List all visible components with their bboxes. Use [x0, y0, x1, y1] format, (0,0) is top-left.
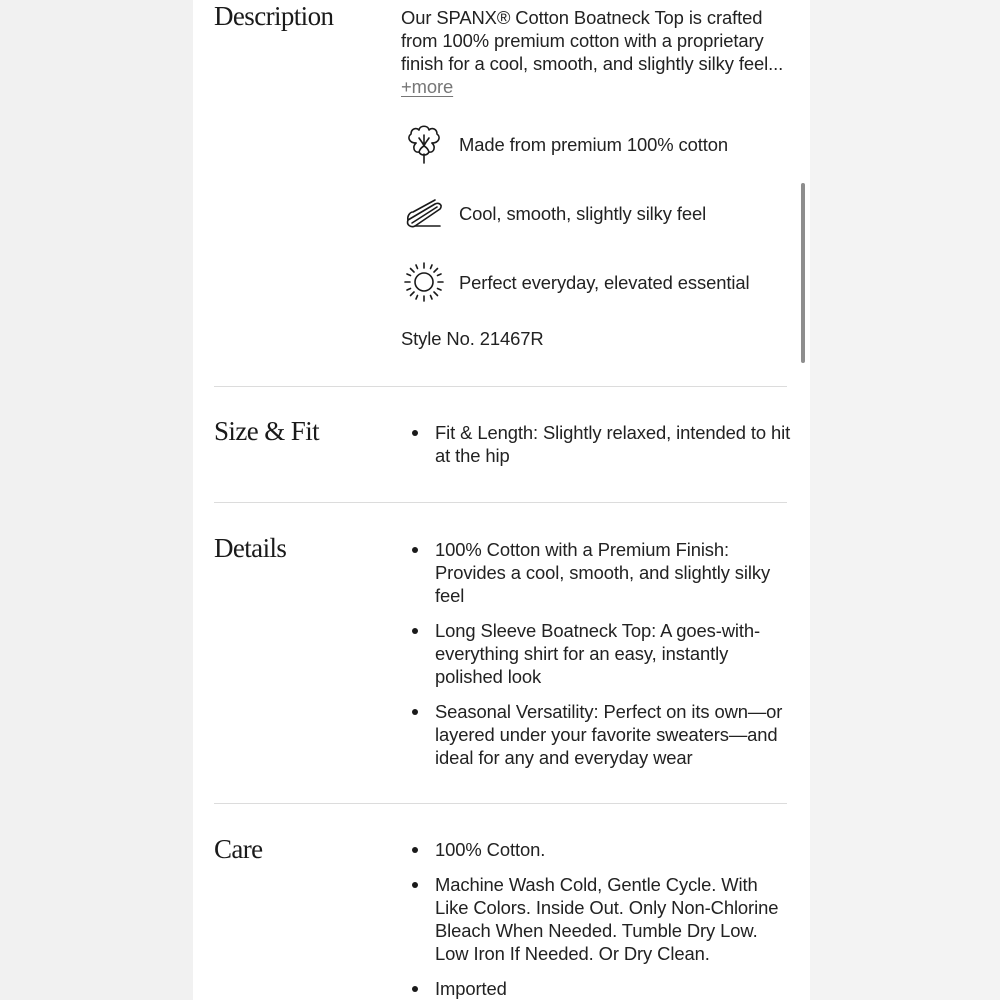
cotton-flower-icon: [401, 121, 447, 167]
description-text: Our SPANX® Cotton Boatneck Top is crafted from 100% premium cotton with a proprietary finish for a cool, smooth, and slightly silky feel...: [401, 7, 784, 74]
list-item: Imported: [401, 977, 793, 1000]
feature-row-everyday: [401, 258, 793, 306]
feature-label: Cool, smooth, slightly silky feel: [459, 202, 707, 224]
product-details-panel: [193, 0, 810, 1000]
style-number: Style No. 21467R: [401, 328, 544, 349]
feature-label: Made from premium 100% cotton: [459, 133, 728, 155]
size-fit-list: [401, 421, 793, 479]
description-heading: Description: [214, 1, 334, 31]
care-heading: Care: [214, 834, 263, 864]
section-divider: [214, 386, 787, 387]
section-divider: [214, 502, 787, 503]
folded-fabric-icon: [401, 190, 447, 236]
scrollbar-thumb[interactable]: [801, 183, 805, 363]
feature-row-feel: [401, 189, 793, 237]
details-heading: Details: [214, 533, 287, 563]
right-backdrop: [810, 0, 1000, 1000]
sun-icon: [401, 259, 447, 305]
description-text-block: [401, 6, 793, 98]
feature-label: Perfect everyday, elevated essential: [459, 271, 750, 293]
list-item: 100% Cotton.: [401, 838, 793, 861]
care-list: [401, 838, 793, 1000]
list-item: Machine Wash Cold, Gentle Cycle. With Like Colors. Inside Out. Only Non-Chlorine Bleach When Needed. Tumble Dry Low. Low Iron If Needed. Or Dry Clean.: [401, 873, 793, 965]
left-backdrop: [0, 0, 193, 1000]
list-item: Seasonal Versatility: Perfect on its own—or layered under your favorite sweaters—and ideal for any and everyday wear: [401, 700, 793, 769]
list-item: 100% Cotton with a Premium Finish: Provides a cool, smooth, and slightly silky feel: [401, 538, 793, 607]
section-divider: [214, 803, 787, 804]
feature-row-cotton: [401, 120, 793, 168]
details-list: [401, 538, 793, 781]
size-fit-heading: Size & Fit: [214, 416, 320, 446]
list-item: Fit & Length: Slightly relaxed, intended to hit at the hip: [401, 421, 793, 467]
list-item: Long Sleeve Boatneck Top: A goes-with-everything shirt for an easy, instantly polished look: [401, 619, 793, 688]
more-link[interactable]: +more: [401, 76, 454, 97]
